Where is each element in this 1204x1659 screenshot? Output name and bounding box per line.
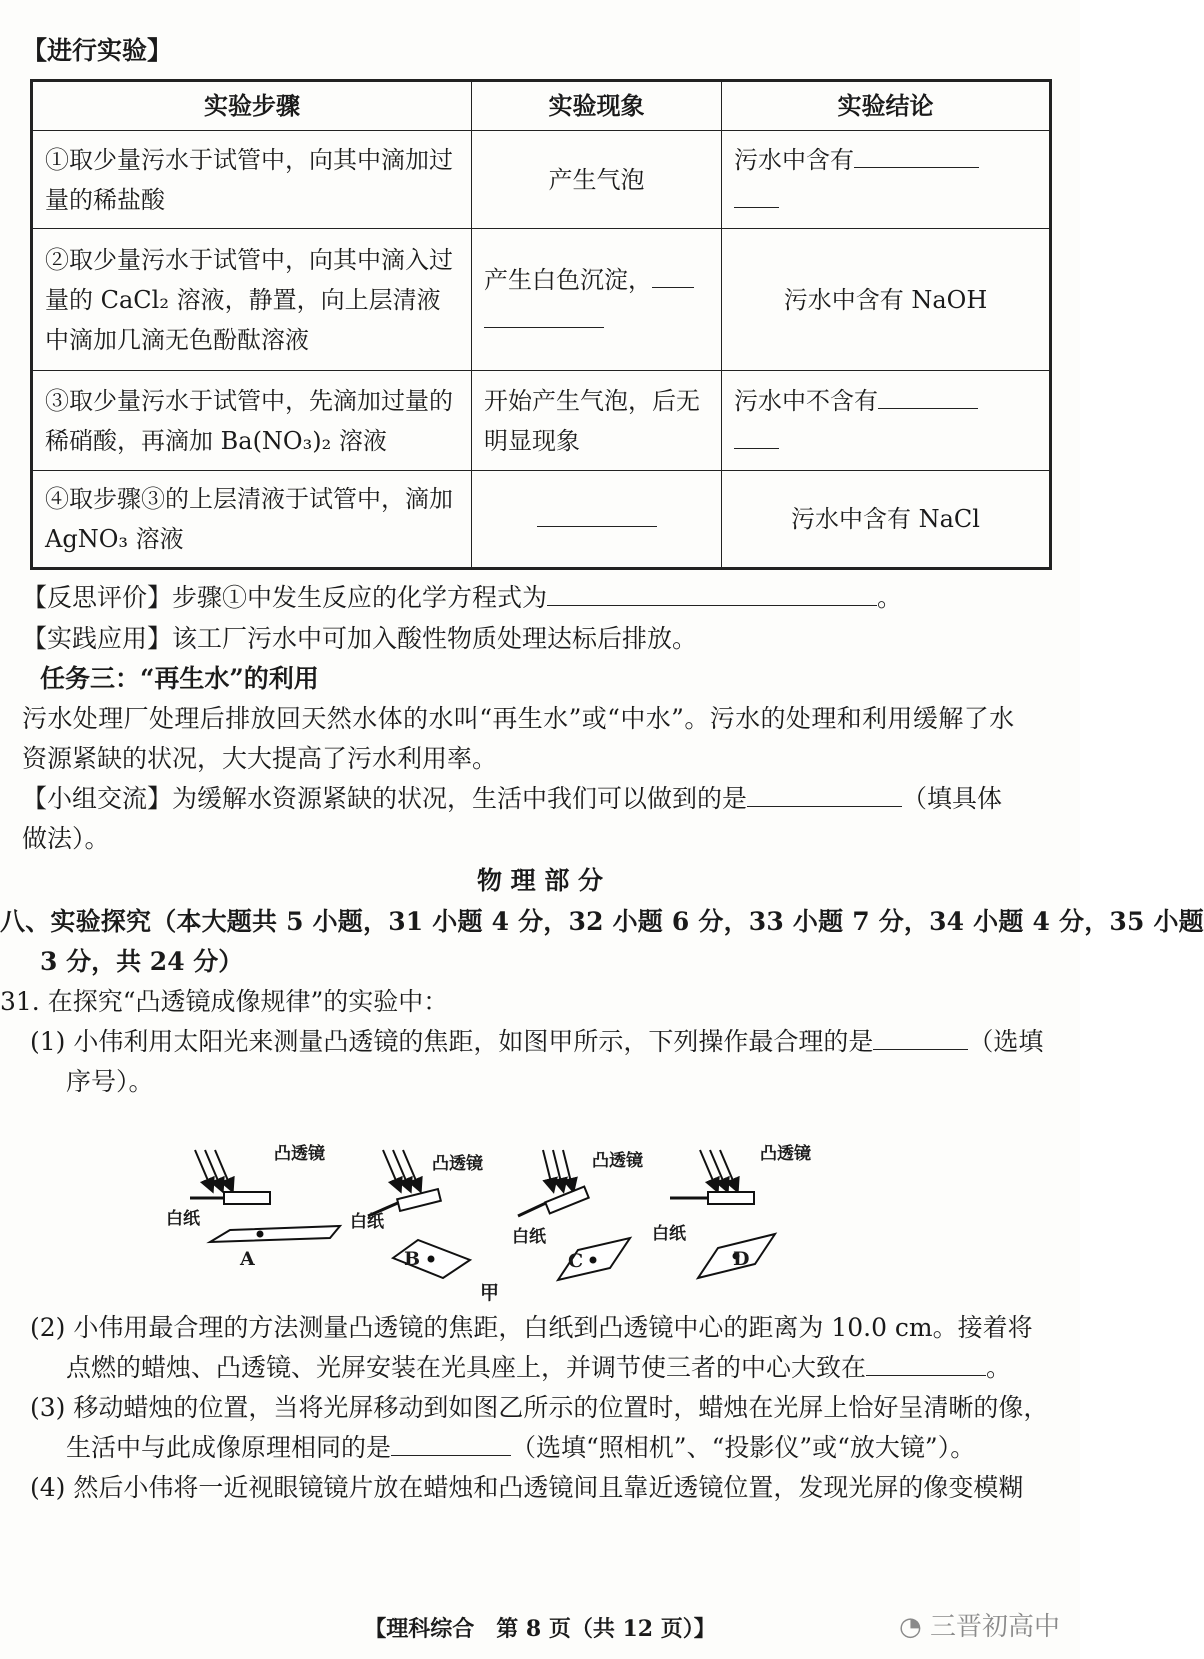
question-31: 31. 在探究“凸透镜成像规律”的实验中： [0,987,449,1016]
conclusion-cell [722,371,1051,471]
q31-part4: (4) 然后小伟将一近视眼镜镜片放在蜡烛和凸透镜间且靠近透镜位置，发现光屏的像变模糊 [30,1473,1024,1502]
q31-part3-end: （选填“照相机”、“投影仪”或“放大镜”）。 [511,1433,976,1462]
group-line: 做法）。 [22,824,110,853]
table-row [32,131,1051,229]
q31-part2-end: 。 [986,1353,1012,1382]
conclusion-cell [722,131,1051,229]
group-text: 【小组交流】为缓解水资源紧缺的状况，生活中我们可以做到的是 [22,784,748,813]
answer-blank[interactable] [652,263,694,288]
option-label-a: A [240,1248,255,1270]
answer-blank[interactable] [873,1025,968,1050]
q31-part3-text: 生活中与此成像原理相同的是 [66,1433,392,1462]
q31-part2-cont [66,1351,1011,1385]
table-row [32,229,1051,371]
option-label-b: B [404,1248,421,1270]
table-row [32,471,1051,569]
conclusion-cell: 污水中含有 NaOH [722,229,1051,371]
phenomenon-cell [472,471,722,569]
experiment-heading: 【进行实验】 [22,36,173,65]
phenomenon-cell [472,229,722,371]
lens-label-b: 凸透镜 [432,1154,483,1174]
step-cell: ②取少量污水于试管中，向其中滴入过量的 CaCl₂ 溶液，静置，向上层清液中滴加几滴无色酚酞溶液 [32,229,472,371]
option-label-c: C [568,1250,584,1272]
answer-blank[interactable] [484,303,604,328]
answer-blank[interactable] [866,1351,986,1376]
q31-part1 [30,1025,1043,1059]
conclusion-cell: 污水中含有 NaCl [722,471,1051,569]
answer-blank[interactable] [547,581,877,606]
q31-part2: (2) 小伟用最合理的方法测量凸透镜的焦距，白纸到凸透镜中心的距离为 10.0 cm。接着将 [30,1313,1033,1342]
reflection-text: 【反思评价】步骤①中发生反应的化学方程式为 [22,583,548,612]
header-phenomenon: 实验现象 [472,81,722,131]
answer-blank[interactable] [878,384,978,409]
answer-blank[interactable] [734,183,779,208]
step-cell: ①取少量污水于试管中，向其中滴加过量的稀盐酸 [32,131,472,229]
q31-part1-cont: 序号）。 [66,1067,154,1096]
q31-part1-end: （选填 [968,1027,1044,1056]
lens-label-d: 凸透镜 [760,1144,811,1164]
step-cell: ④取步骤③的上层清液于试管中，滴加 AgNO₃ 溶液 [32,471,472,569]
phenomenon-text: 产生白色沉淀， [484,265,652,294]
step-cell: ③取少量污水于试管中，先滴加过量的稀硝酸，再滴加 Ba(NO₃)₂ 溶液 [32,371,472,471]
lens-label-c: 凸透镜 [592,1151,643,1171]
figure-lens-setups [150,1150,1050,1380]
answer-blank[interactable] [734,424,779,449]
task3-paragraph-line: 资源紧缺的状况，大大提高了污水利用率。 [22,744,498,773]
phenomenon-cell: 产生气泡 [472,131,722,229]
wechat-icon: ◔ [899,1612,922,1642]
paper-label-d: 白纸 [652,1224,686,1244]
option-label-d: D [733,1248,750,1270]
reflection-line [22,581,902,615]
watermark-text: 三晋初高中 [929,1612,1060,1642]
physics-section-title: 物 理 部 分 [476,866,604,895]
group-line [22,782,1002,816]
answer-blank[interactable] [854,143,979,168]
q31-part1-text: (1) 小伟利用太阳光来测量凸透镜的焦距，如图甲所示，下列操作最合理的是 [30,1027,874,1056]
page-footer: 【理科综合 第 8 页（共 12 页）】 [364,1616,716,1642]
section8-heading-cont: 3 分，共 24 分） [40,947,244,976]
q31-part2-text: 点燃的蜡烛、凸透镜、光屏安装在光具座上，并调节使三者的中心大致在 [66,1353,867,1382]
table-row [32,371,1051,471]
header-conclusion: 实验结论 [722,81,1051,131]
q31-part3-cont [66,1431,975,1465]
phenomenon-cell: 开始产生气泡，后无明显现象 [472,371,722,471]
group-text-end: （填具体 [902,784,1003,813]
answer-blank[interactable] [391,1431,511,1456]
paper-label-c: 白纸 [512,1227,546,1247]
task3-title: 任务三：“再生水”的利用 [40,664,319,693]
conclusion-text: 污水中不含有 [734,386,878,415]
conclusion-text: 污水中含有 [734,145,854,174]
paper-label-a: 白纸 [166,1209,200,1229]
header-step: 实验步骤 [32,81,472,131]
answer-blank[interactable] [537,502,657,527]
experiment-table [30,79,1052,570]
task3-paragraph-line: 污水处理厂处理后排放回天然水体的水叫“再生水”或“中水”。污水的处理和利用缓解了水 [22,704,1015,733]
figure-caption: 甲 [480,1282,500,1304]
table-header-row [32,81,1051,131]
section8-heading: 八、实验探究（本大题共 5 小题，31 小题 4 分，32 小题 6 分，33 小题 7 分，34 小题 4 分，35 小题 [0,907,1204,936]
lens-label-a: 凸透镜 [274,1144,325,1164]
practice-line: 【实践应用】该工厂污水中可加入酸性物质处理达标后排放。 [22,624,698,653]
q31-part3: (3) 移动蜡烛的位置，当将光屏移动到如图乙所示的位置时，蜡烛在光屏上恰好呈清晰的像， [30,1393,1049,1422]
paper-label-b: 白纸 [350,1212,384,1232]
watermark [899,1606,1060,1643]
answer-blank[interactable] [747,782,902,807]
reflection-end: 。 [877,583,903,612]
